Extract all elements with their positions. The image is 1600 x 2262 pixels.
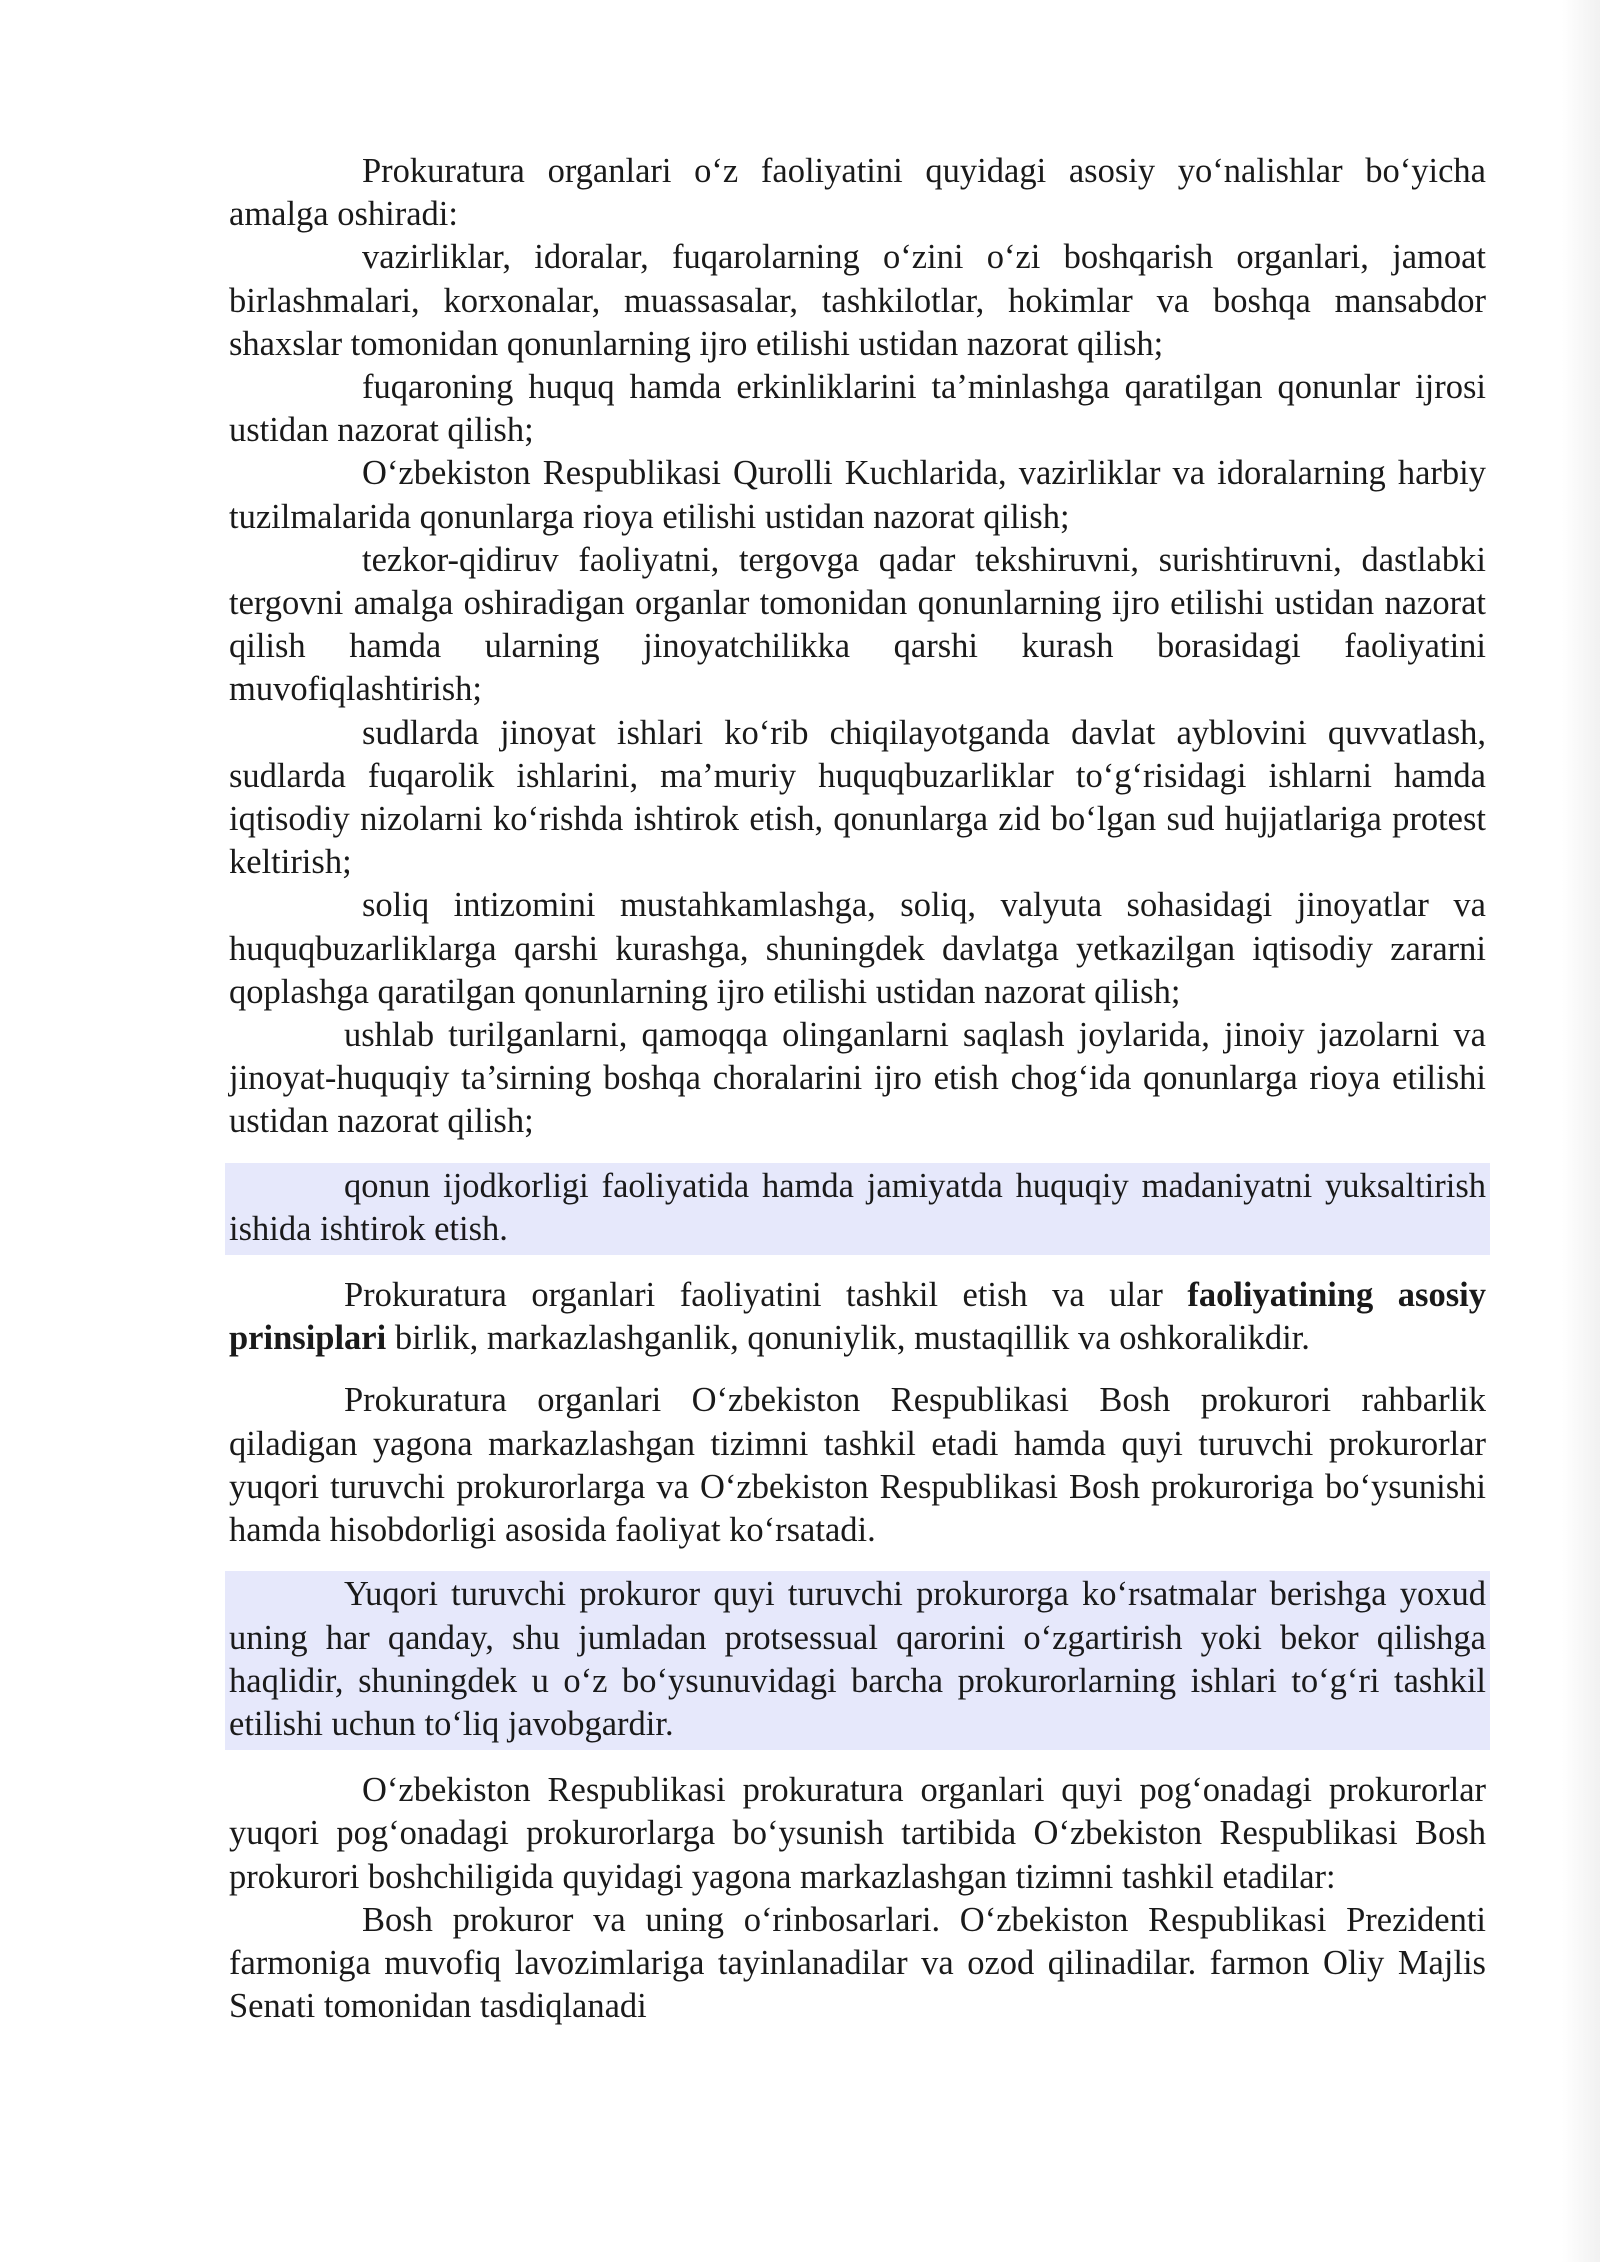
page-edge-shadow: [1562, 0, 1600, 2262]
direction-item: fuqaroning huquq hamda erkinliklarini ta’minlashga qaratilgan qonunlar ijrosi ustidan nazorat qilish;: [229, 368, 1486, 450]
direction-item: O‘zbekiston Respublikasi Qurolli Kuchlarida, vazirliklar va idoralarning harbiy tuzilmalarida qonunlarga rioya etilishi ustidan nazorat qilish;: [229, 454, 1486, 536]
centralized-system-paragraph: Prokuratura organlari O‘zbekiston Respublikasi Bosh prokurori rahbarlik qiladigan yagona markazlashgan tizimni tashkil etadi hamda quyi turuvchi prokurorlar yuqori turuvchi prokurorlarga va O‘zbekiston Respublikasi Bosh prokuroriga bo‘ysunishi hamda hisobdorligi asosida faoliyat ko‘rsatadi.: [229, 1381, 1486, 1550]
direction-item: vazirliklar, idoralar, fuqarolarning o‘zini o‘zi boshqarish organlari, jamoat birlashmalari, korxonalar, muassasalar, tashkilotlar, hokimlar va boshqa mansabdor shaxslar tomonidan qonunlarning ijro etilishi ustidan nazorat qilish;: [229, 238, 1486, 363]
superior-prosecutor-paragraph: Yuqori turuvchi prokuror quyi turuvchi prokurorga ko‘rsatmalar berishga yoxud uning har qanday, shu jumladan protsessual qarorini o‘zgartirish yoki bekor qilishga haqlidir, shuningdek u o‘z bo‘ysunuvidagi barcha prokurorlarning ishlari to‘g‘ri tashkil etilishi uchun to‘liq javobgardir.: [225, 1571, 1490, 1750]
principles-text-before: Prokuratura organlari faoliyatini tashkil etish va ular: [344, 1276, 1188, 1315]
principles-text-after: birlik, markazlashganlik, qonuniylik, mustaqillik va oshkoralikdir.: [386, 1319, 1310, 1358]
intro-paragraph: Prokuratura organlari o‘z faoliyatini quyidagi asosiy yo‘nalishlar bo‘yicha amalga oshiradi:: [229, 152, 1486, 234]
direction-item: ushlab turilganlarni, qamoqqa olinganlarni saqlash joylarida, jinoiy jazolarni va jinoyat-huquqiy ta’sirning boshqa choralarini ijro etish chog‘ida qonunlarga rioya etilishi ustidan nazorat qilish;: [229, 1016, 1486, 1141]
principles-bold-term: faoliyatining asosiy prinsiplari: [229, 1276, 1486, 1358]
direction-item: tezkor-qidiruv faoliyatni, tergovga qadar tekshiruvni, surishtiruvni, dastlabki tergovni amalga oshiradigan organlar tomonidan qonunlarning ijro etilishi ustidan nazorat qilish hamda ularning jinoyatchilikka qarshi kurash borasidagi faoliyatini muvofiqlashtirish;: [229, 540, 1486, 709]
direction-item: sudlarda jinoyat ishlari ko‘rib chiqilayotganda davlat ayblovini quvvatlash, sudlarda fuqarolik ishlarini, ma’muriy huquqbuzarliklar to‘g‘risidagi ishlarni hamda iqtisodiy nizolarni ko‘rishda ishtirok etish, qonunlarga zid bo‘lgan sud hujjatlariga protest keltirish;: [229, 713, 1486, 882]
prosecutor-general-paragraph: Bosh prokuror va uning o‘rinbosarlari. O‘zbekiston Respublikasi Prezidenti farmoniga muvofiq lavozimlariga tayinlanadilar va ozod qilinadilar. farmon Oliy Majlis Senati tomonidan tasdiqlanadi: [229, 1900, 1486, 2026]
direction-item: soliq intizomini mustahkamlashga, soliq, valyuta sohasidagi jinoyatlar va huquqbuzarliklarga qarshi kurashga, shuningdek davlatga yetkazilgan iqtisodiy zararni qoplashga qaratilgan qonunlarning ijro etilishi ustidan nazorat qilish;: [229, 886, 1486, 1011]
highlighted-direction-item: qonun ijodkorligi faoliyatida hamda jamiyatda huquqiy madaniyatni yuksaltirish ishida ishtirok etish.: [225, 1163, 1490, 1255]
document-body: [229, 150, 1486, 2028]
system-structure-paragraph: O‘zbekiston Respublikasi prokuratura organlari quyi pog‘onadagi prokurorlar yuqori pog‘onadagi prokurorlarga bo‘ysunish tartibida O‘zbekiston Respublikasi Bosh prokurori boshchiligida quyidagi yagona markazlashgan tizimni tashkil etadilar:: [229, 1771, 1486, 1896]
principles-paragraph: [229, 1274, 1486, 1360]
